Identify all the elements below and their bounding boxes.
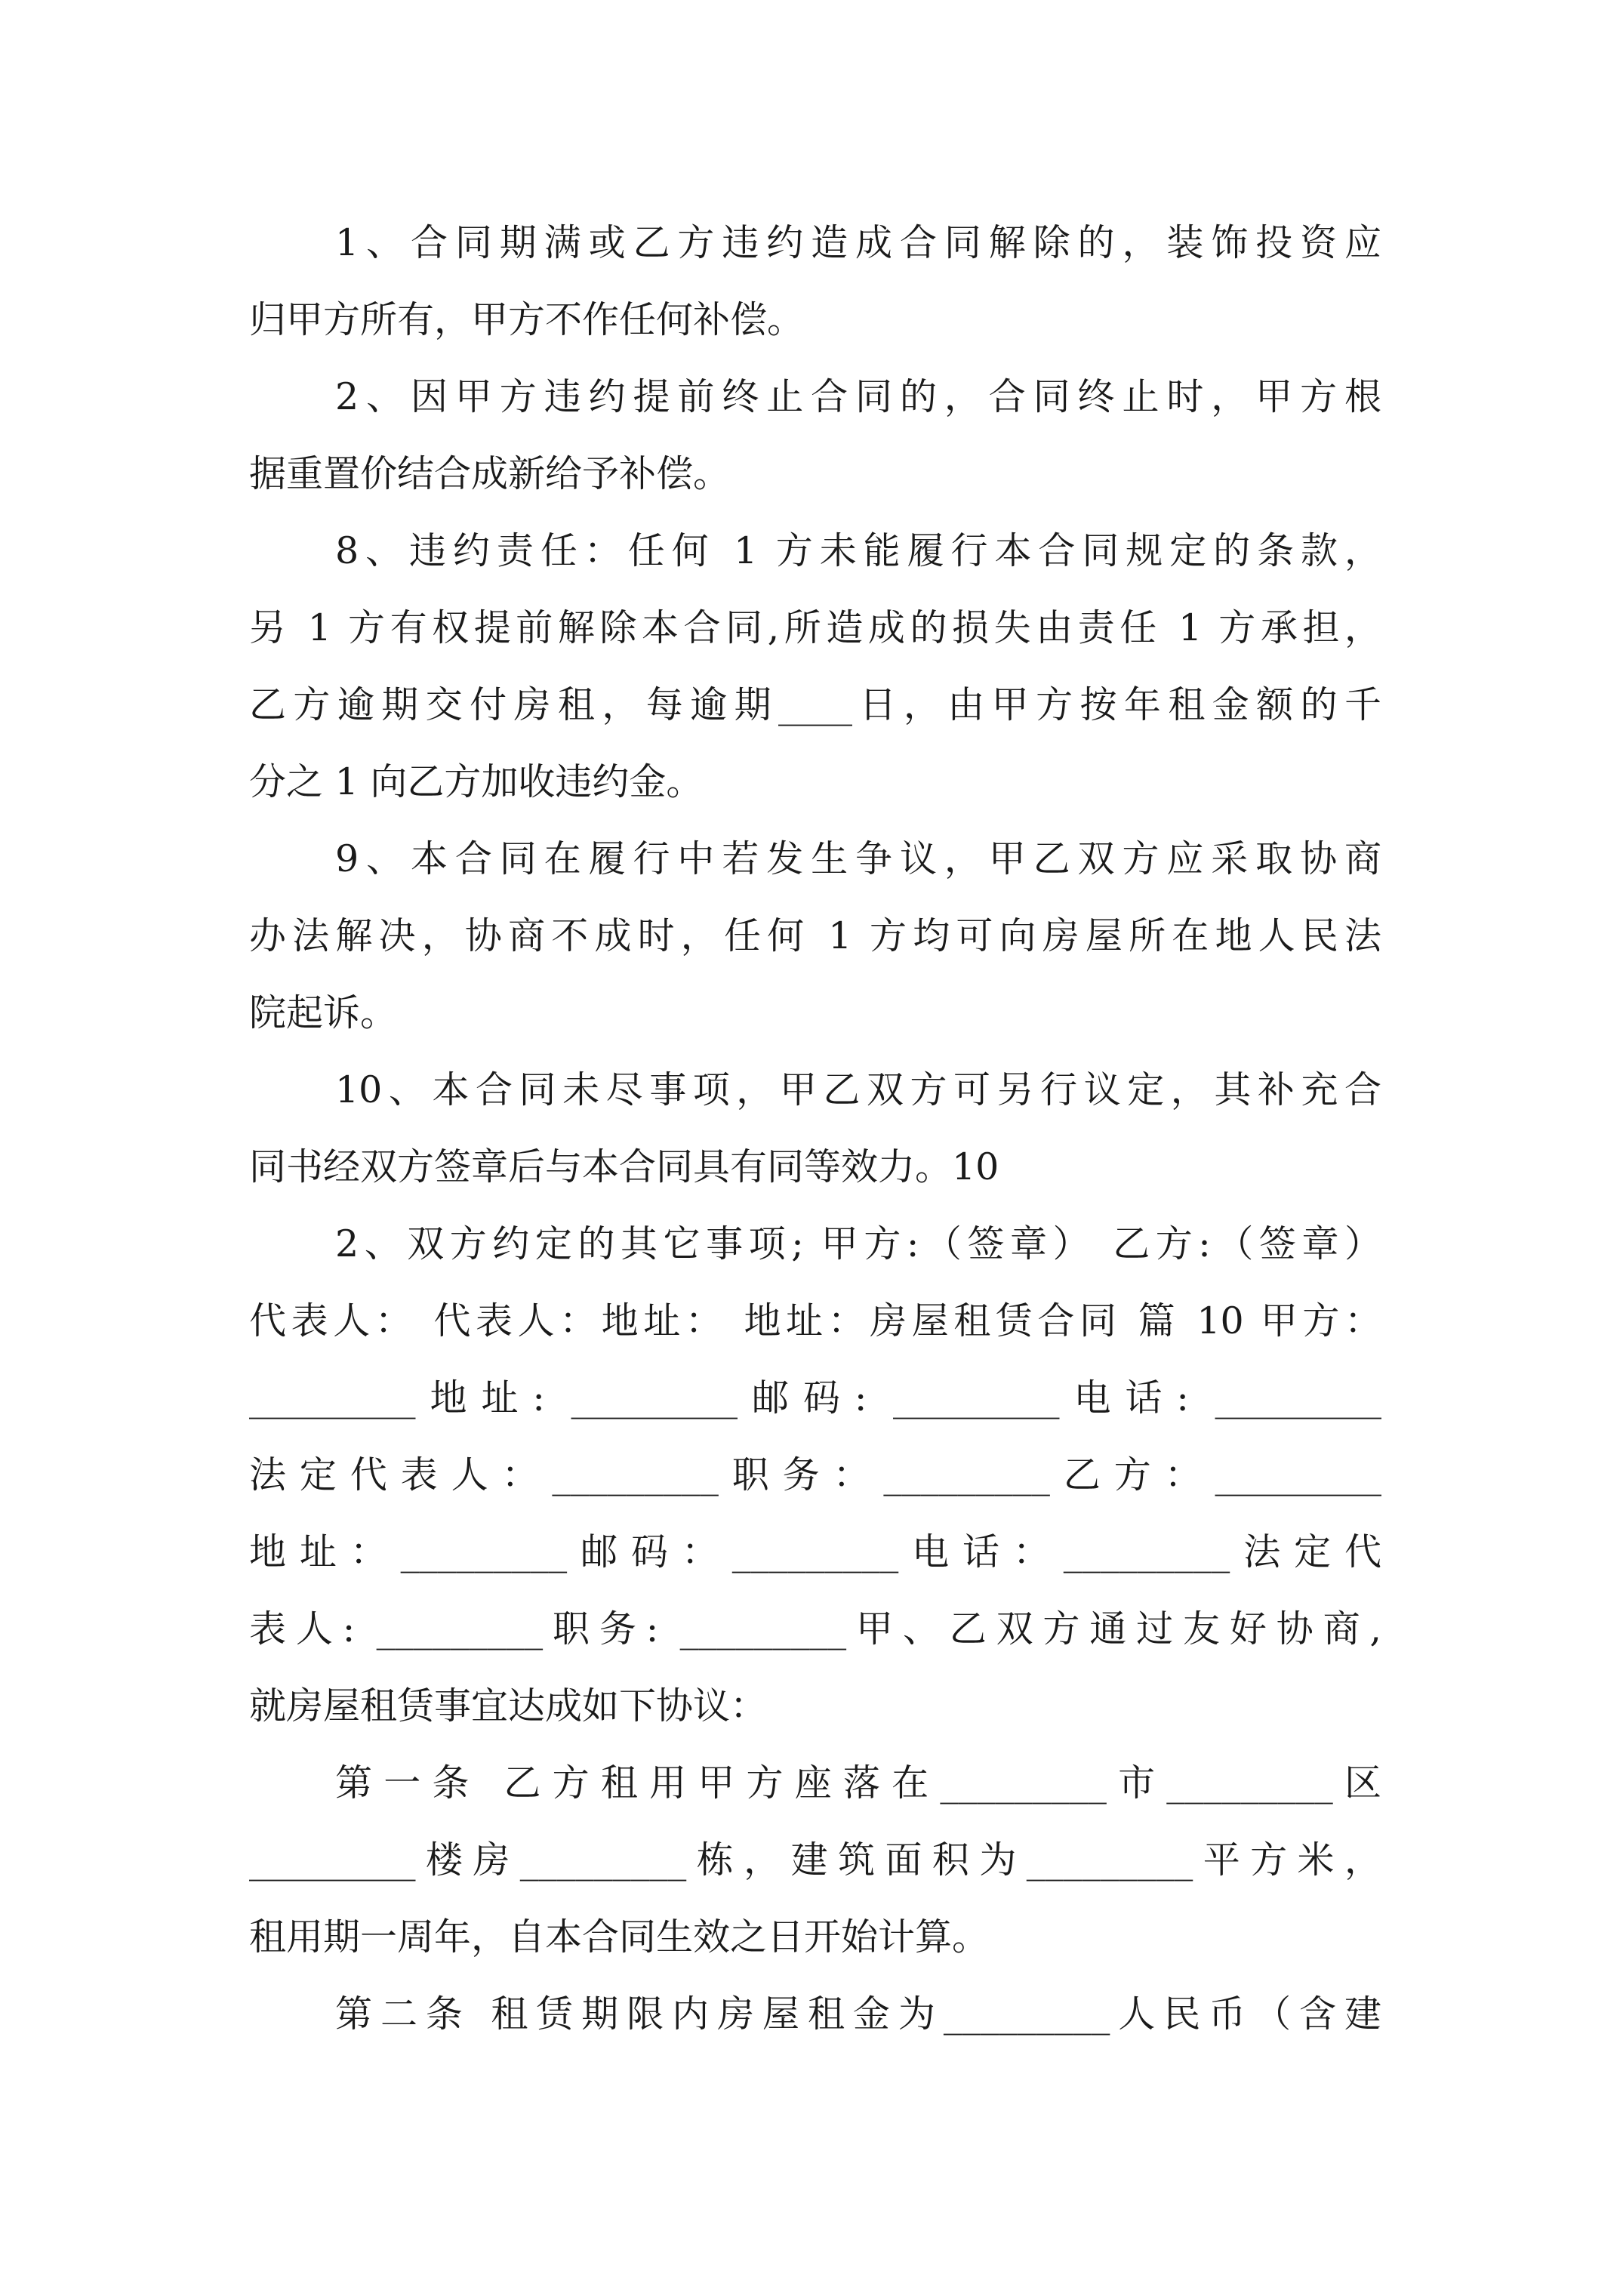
text-line: 乙方逾期交付房租，每逾期____日，由甲方按年租金额的千	[249, 683, 1381, 726]
text-line: 第一条 乙方租用甲方座落在_________市_________区	[335, 1761, 1381, 1804]
text-line: 另 1 方有权提前解除本合同,所造成的损失由责任 1 方承担，	[249, 606, 1381, 649]
text-line: 1、合同期满或乙方违约造成合同解除的，装饰投资应	[335, 221, 1381, 264]
text-line: 就房屋租赁事宜达成如下协议：	[249, 1684, 768, 1727]
text-line: 同书经双方签章后与本合同具有同等效力。10	[249, 1145, 999, 1188]
text-line: _________地址: _________邮码: _________电话: _________	[249, 1376, 1381, 1419]
text-line: 8、违约责任：任何 1 方未能履行本合同规定的条款，	[335, 529, 1381, 572]
text-line: 第二条 租赁期限内房屋租金为_________人民币（含建	[335, 1992, 1381, 2036]
text-line: 表人: _________职务: _________甲、乙双方通过友好协商,	[249, 1607, 1381, 1650]
text-line: 办法解决，协商不成时，任何 1 方均可向房屋所在地人民法	[249, 914, 1381, 957]
text-line: 归甲方所有，甲方不作任何补偿。	[249, 298, 805, 341]
text-line: 地址：_________邮码：_________电话：_________法定代	[249, 1530, 1381, 1573]
text-line: 法定代表人：_________职务：_________乙方：_________	[249, 1453, 1381, 1496]
text-line: 10、本合同未尽事项，甲乙双方可另行议定，其补充合	[335, 1068, 1381, 1111]
text-line: 2、双方约定的其它事项; 甲方:（签章） 乙方:（签章）	[335, 1222, 1381, 1265]
text-line: 代表人： 代表人：地址： 地址：房屋租赁合同 篇 10 甲方：	[249, 1299, 1381, 1342]
text-line: 据重置价结合成新给予补偿。	[249, 452, 731, 495]
text-line: 租用期一周年，自本合同生效之日开始计算。	[249, 1915, 990, 1959]
text-line: 9、本合同在履行中若发生争议，甲乙双方应采取协商	[335, 837, 1381, 880]
text-line: _________楼房_________栋，建筑面积为_________平方米，	[249, 1838, 1381, 1881]
text-line: 院起诉。	[249, 991, 398, 1034]
text-line: 2、因甲方违约提前终止合同的，合同终止时，甲方根	[335, 375, 1381, 418]
text-line: 分之 1 向乙方加收违约金。	[249, 760, 704, 803]
